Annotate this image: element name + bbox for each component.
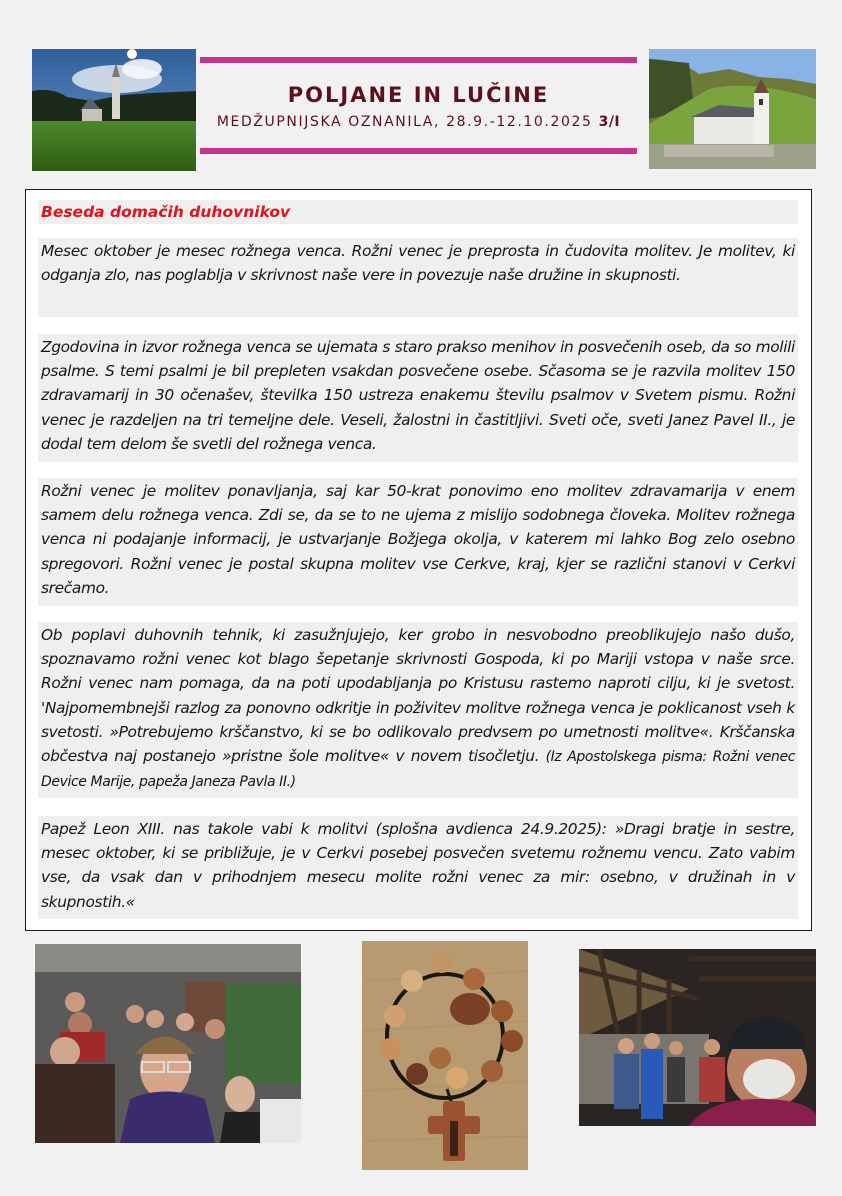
article-paragraph [38,622,798,798]
bulletin-dates: MEDŽUPNIJSKA OZNANILA, 28.9.-12.10.2025 [216,114,593,130]
article-paragraph: Mesec oktober je mesec rožnega venca. Rožni venec je preprosta in čudovita molitev. Je molitev, ki odganja zlo, nas poglablja v skrivnost naše vere in povezuje naše družine in skupnosti. [38,238,798,317]
masthead [200,57,637,154]
bus-group-selfie-photo [35,944,301,1143]
paragraph-text: Ob poplavi duhovnih tehnik, ki zasužnjujejo, ker grobo in nesvobodno preoblikujejo našo dušo, spoznavamo rožni venec kot blago šepetanje skrivnosti Gospoda, ki po Mariji vstopa v naše srce. Rožni venec nam pomaga, da na poti upodabljanja po Kristusu rastemo naproti cilju, ki je svetost. 'Najpomembnejši razlog za ponovno odkritje in poživitev molitve rožnega venca je poklicanost vseh k svetosti. »Potrebujemo krščanstvo, ki se bo odlikovalo predvsem po umetnosti molitve«. Krščanska občestva naj postanejo »pristne šole molitve« v novem tisočletju. [41,626,795,766]
attic-cleanup-volunteers-photo [579,949,816,1126]
article-paragraph: Rožni venec je molitev ponavljanja, saj kar 50-krat ponovimo eno molitev zdravamarija v enem samem delu rožnega venca. Zdi se, da se to ne ujema z mislijo sodobnega človeka. Molitev rožnega venca ni podajanje informacij, je ustvarjanje Božjega okolja, v katerem mi lahko Bog zelo osebno spregovori. Rožni venec je postal skupna molitev vse Cerkve, kraj, kjer se različni stanovi v Cerkvi srečamo. [38,478,798,606]
white-church-hillside-photo [649,49,816,169]
issue-number: 3/I [598,114,621,130]
masthead-subtitle [200,114,637,130]
masthead-top-rule [200,57,637,63]
page-title: POLJANE IN LUČINE [287,83,550,107]
article-paragraph: Papež Leon XIII. nas takole vabi k molitvi (splošna avdienca 24.9.2025): »Dragi bratje in sestre, mesec oktober, ki se približuje, je v Cerkvi posebej posvečen svetemu rožnemu vencu. Zato vabim vse, da vsak dan v prihodnjem mesecu molite rožni venec za mir: osebno, v družinah in v skupnostih.« [38,816,798,919]
wooden-rosary-photo [362,941,528,1170]
article-box [25,189,812,931]
masthead-bottom-rule [200,148,637,154]
article-paragraph: Zgodovina in izvor rožnega venca se ujemata s staro prakso menihov in posvečenih oseb, da so molili psalme. S temi psalmi je bil prepleten vsakdan posvečene osebe. Sčasoma se je razvila molitev 150 zdravamarij in 30 očenašev, številka 150 ustreza enakemu številu psalmov v Svetem pismu. Rožni venec je razdeljen na tri temeljne dele. Veseli, žalostni in častitljivi. Sveti oče, sveti Janez Pavel II., je dodal tem delom še svetli del rožnega venca. [38,334,798,462]
citation: (Iz Apostolskega pisma: Rožni venec Device Marije, papeža Janeza Pavla II.) [41,749,795,791]
article-heading: Beseda domačih duhovnikov [38,200,798,224]
church-tower-meadow-photo [32,49,196,171]
